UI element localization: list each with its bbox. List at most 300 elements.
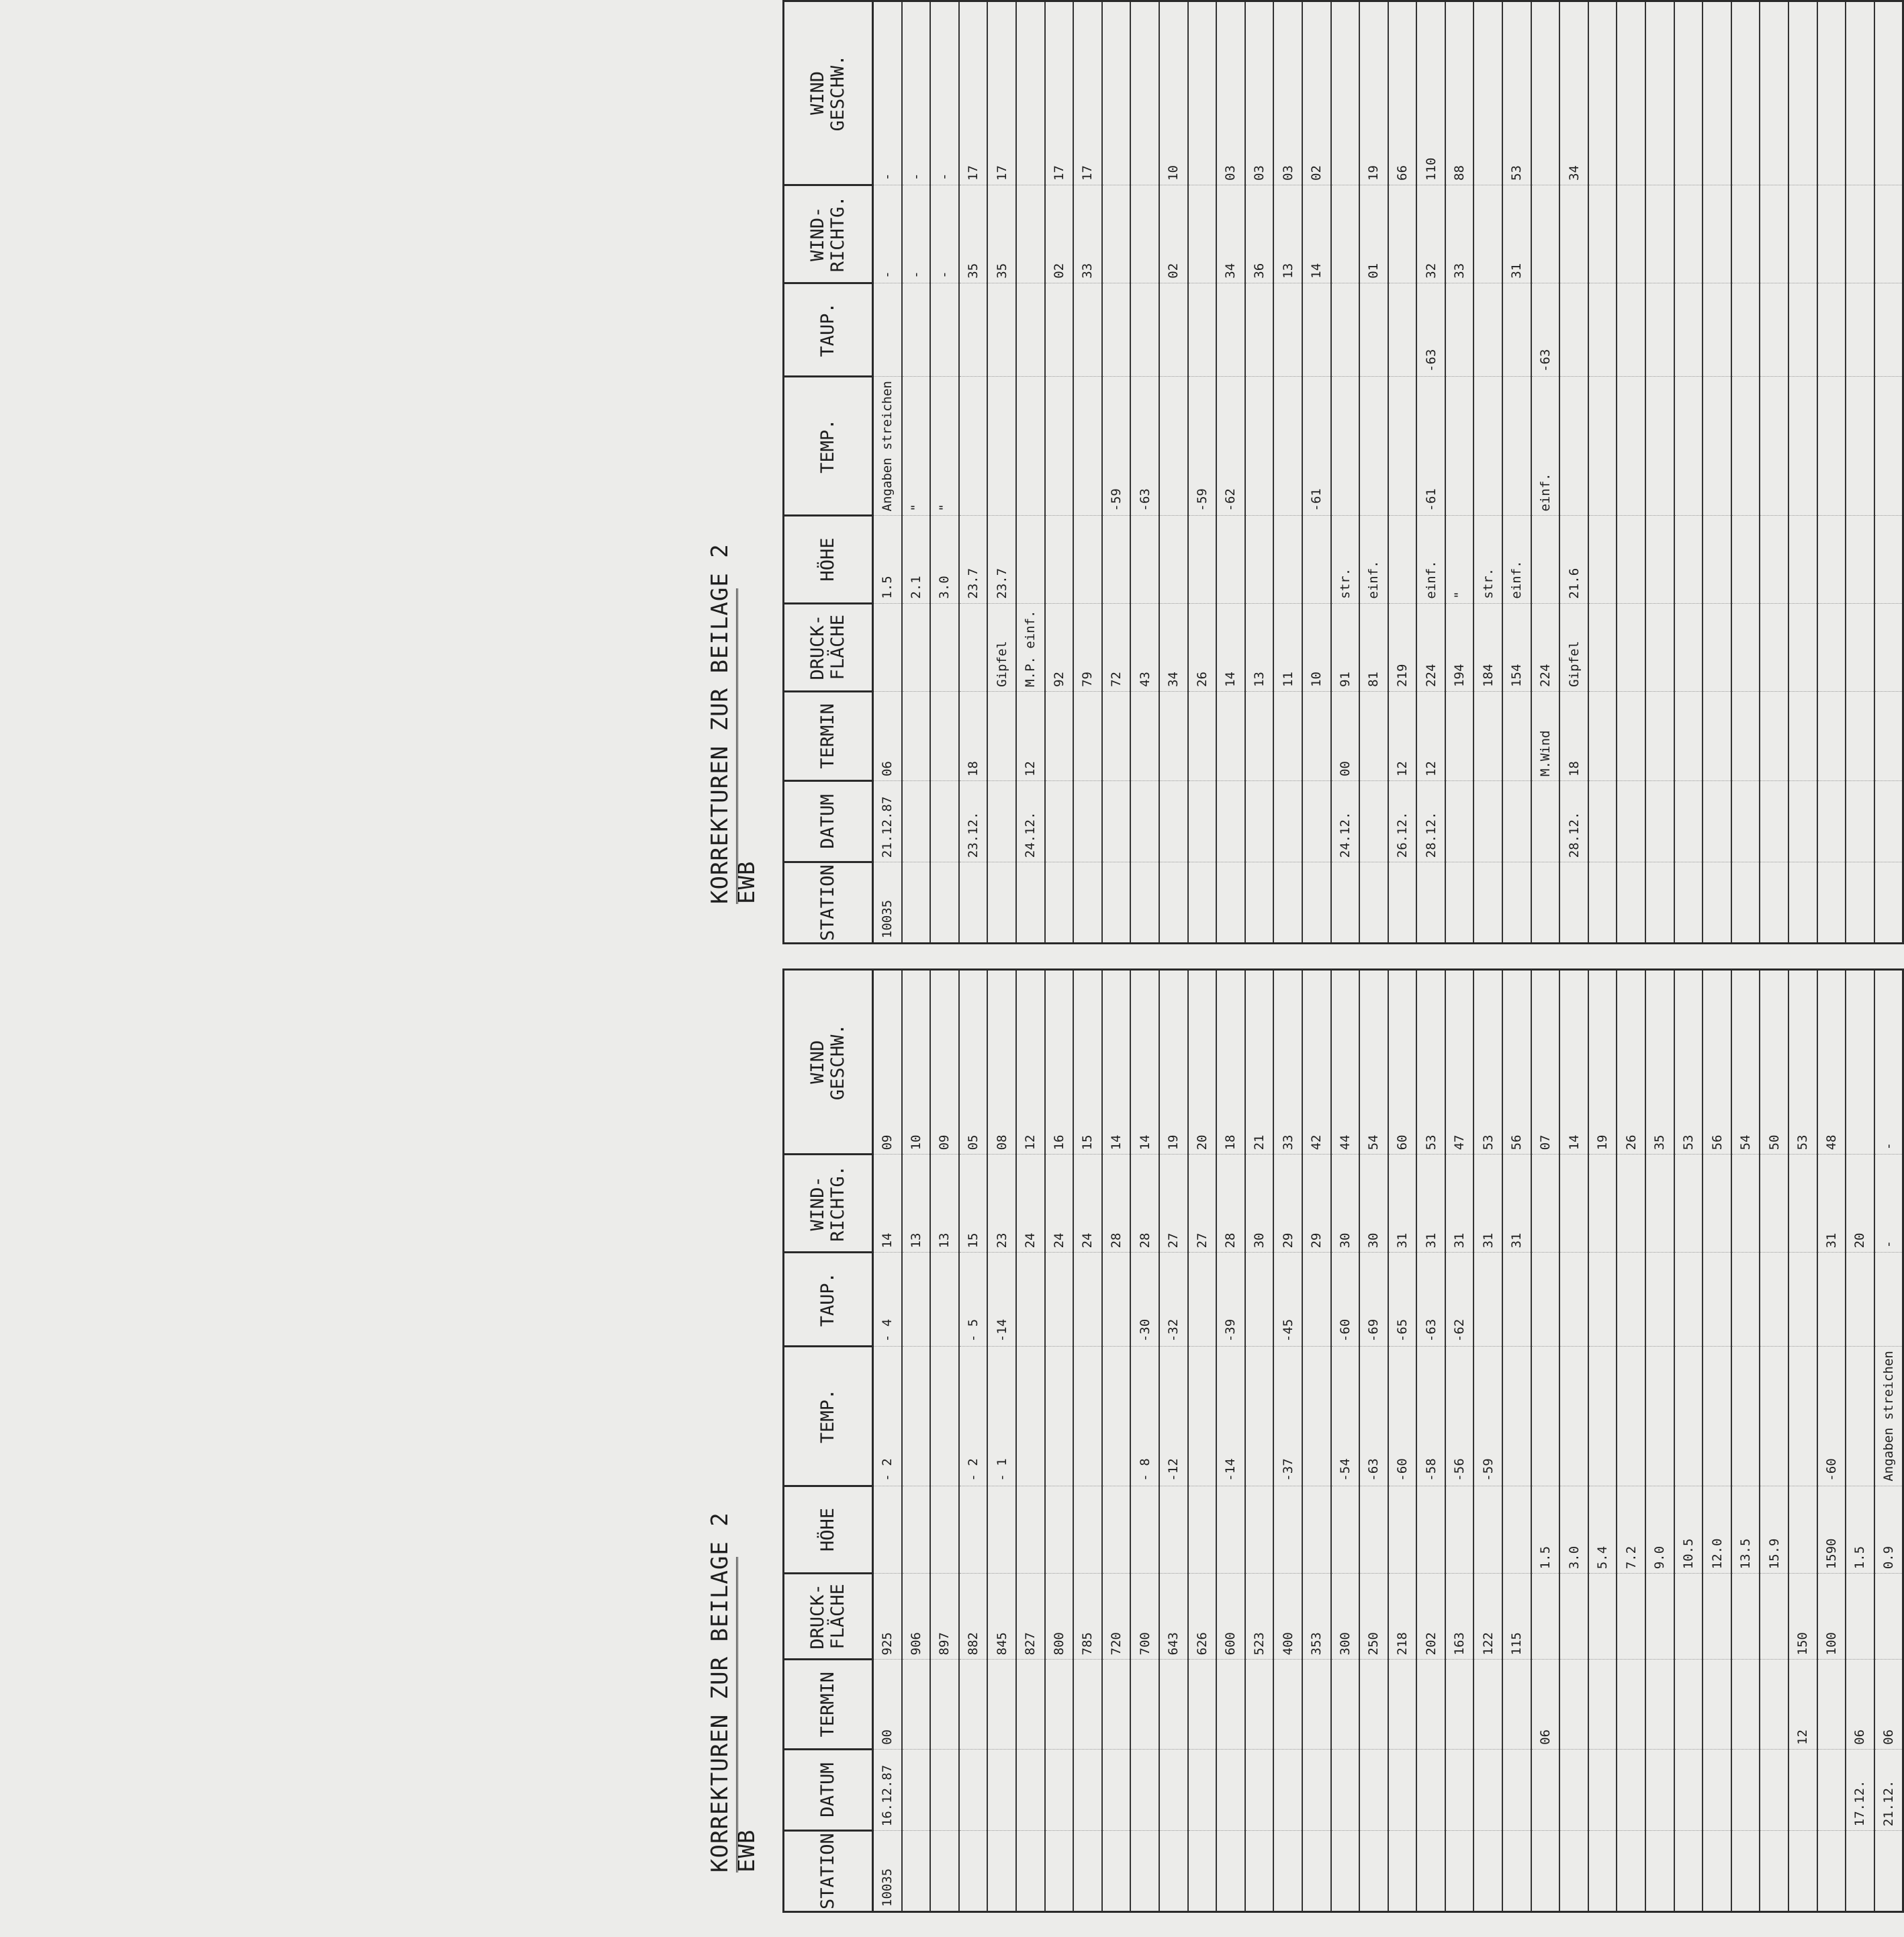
cell-temp [1731,1347,1760,1486]
table-row [1760,1,1788,944]
cell-druck-flaeche: 26 [1188,603,1217,691]
cell-taup [1159,283,1188,376]
cell-station [1159,862,1188,944]
cell-hoehe [1273,516,1302,603]
cell-datum [1731,781,1760,862]
table-row [1588,1,1617,944]
cell-station [1874,862,1903,944]
cell-temp: -56 [1445,1347,1474,1486]
cell-temp [1245,377,1274,516]
cell-wind-richtg: 14 [1302,185,1331,283]
cell-datum [1588,1749,1617,1830]
cell-datum [1273,781,1302,862]
cell-temp [1674,1347,1703,1486]
cell-temp [1331,377,1360,516]
cell-taup [1102,283,1131,376]
cell-termin [902,691,931,780]
cell-wind-geschw: 09 [873,970,902,1155]
cell-temp: -60 [1388,1347,1417,1486]
cell-wind-geschw: 48 [1817,970,1846,1155]
table-row [1130,970,1159,1912]
table-row [1302,1,1331,944]
cell-druck-flaeche [873,603,902,691]
cell-wind-geschw: 19 [1159,970,1188,1155]
cell-termin [1760,1660,1788,1749]
cell-station [1130,862,1159,944]
cell-datum [1788,1749,1817,1830]
cell-termin [987,1660,1016,1749]
cell-hoehe: 9.0 [1645,1486,1674,1574]
cell-taup [1302,1253,1331,1347]
cell-taup [1703,1253,1731,1347]
cell-taup [1788,1253,1817,1347]
cell-wind-richtg: 31 [1817,1155,1846,1253]
cell-temp [1760,1347,1788,1486]
col-header-taup: TAUP. [784,1253,873,1347]
cell-wind-geschw [1874,1,1903,185]
cell-taup [1273,283,1302,376]
cell-temp [1874,377,1903,516]
table-row [1045,970,1074,1912]
cell-station [1502,862,1531,944]
cell-wind-richtg: 32 [1416,185,1445,283]
cell-temp [1073,1347,1102,1486]
cell-wind-geschw: 17 [1045,1,1074,185]
cell-temp [1617,1347,1645,1486]
cell-termin: M.Wind [1531,691,1560,780]
cell-druck-flaeche [1588,1574,1617,1660]
cell-druck-flaeche [1817,603,1846,691]
cell-wind-richtg [1817,185,1846,283]
cell-wind-richtg: 28 [1216,1155,1245,1253]
cell-taup: -69 [1359,1253,1388,1347]
cell-termin [1216,691,1245,780]
table-row [902,970,931,1912]
cell-hoehe [1817,516,1846,603]
table-row [1674,1,1703,944]
cell-hoehe: 23.7 [959,516,988,603]
cell-wind-richtg [1188,185,1217,283]
cell-datum [1817,781,1846,862]
cell-wind-richtg: 14 [873,1155,902,1253]
cell-wind-geschw: 33 [1273,970,1302,1155]
col-header-hoehe: HÖHE [784,1486,873,1574]
table-row [1703,970,1731,1912]
cell-wind-geschw [1731,1,1760,185]
cell-taup [1016,283,1045,376]
cell-station [1531,862,1560,944]
table-row [1531,970,1560,1912]
cell-wind-richtg: 02 [1045,185,1074,283]
table-row [1416,1,1445,944]
cell-datum [1788,781,1817,862]
table-row [1359,1,1388,944]
cell-temp [987,377,1016,516]
col-header-taup: TAUP. [784,283,873,376]
cell-termin [1846,691,1874,780]
cell-wind-richtg [1531,185,1560,283]
cell-taup: -62 [1445,1253,1474,1347]
table-row [1331,1,1360,944]
cell-hoehe [1331,1486,1360,1574]
cell-taup [1359,283,1388,376]
cell-termin [1731,691,1760,780]
cell-termin [1216,1660,1245,1749]
cell-wind-richtg [1874,185,1903,283]
col-header-wind-richtg: WIND- RICHTG. [784,1155,873,1253]
cell-druck-flaeche [1703,603,1731,691]
cell-datum [1159,781,1188,862]
cell-temp: - 2 [873,1347,902,1486]
table-row [1445,970,1474,1912]
table-row [1474,1,1502,944]
cell-datum [1130,781,1159,862]
cell-taup: -32 [1159,1253,1188,1347]
cell-druck-flaeche: 163 [1445,1574,1474,1660]
cell-station [1045,862,1074,944]
cell-wind-richtg: 35 [959,185,988,283]
cell-datum [1331,1749,1360,1830]
cell-temp: -61 [1302,377,1331,516]
cell-wind-geschw: 26 [1617,970,1645,1155]
cell-station [1674,862,1703,944]
cell-wind-richtg: 34 [1216,185,1245,283]
header-row [784,970,873,1912]
cell-temp [1588,1347,1617,1486]
cell-wind-geschw [1588,1,1617,185]
cell-wind-geschw: 05 [959,970,988,1155]
cell-termin [1445,691,1474,780]
cell-wind-richtg [1474,185,1502,283]
cell-termin [1045,691,1074,780]
cell-datum [1073,1749,1102,1830]
cell-station [1817,862,1846,944]
cell-temp [1073,377,1102,516]
cell-station [1245,1831,1274,1912]
cell-wind-richtg: 33 [1445,185,1474,283]
cell-station [1788,1831,1817,1912]
correction-sheet-right [672,0,1582,968]
cell-temp [1531,1347,1560,1486]
cell-wind-geschw [1674,1,1703,185]
cell-druck-flaeche [1559,1574,1588,1660]
cell-termin [902,1660,931,1749]
cell-termin: 12 [1788,1660,1817,1749]
cell-datum [1073,781,1102,862]
cell-druck-flaeche: 13 [1245,603,1274,691]
cell-druck-flaeche: 72 [1102,603,1131,691]
cell-hoehe [1102,1486,1131,1574]
cell-datum [1216,1749,1245,1830]
cell-wind-richtg [1559,1155,1588,1253]
table-row [1817,1,1846,944]
cell-temp [1302,1347,1331,1486]
cell-datum [1188,781,1217,862]
cell-druck-flaeche: 785 [1073,1574,1102,1660]
cell-station [1817,1831,1846,1912]
cell-wind-geschw: 20 [1188,970,1217,1155]
col-header-station: STATION [784,1831,873,1912]
cell-wind-richtg [1617,1155,1645,1253]
cell-druck-flaeche: 34 [1159,603,1188,691]
cell-station [1273,1831,1302,1912]
cell-datum [1645,781,1674,862]
cell-hoehe [1674,516,1703,603]
cell-druck-flaeche [1703,1574,1731,1660]
cell-wind-geschw: 17 [987,1,1016,185]
cell-wind-richtg: 13 [1273,185,1302,283]
cell-termin: 06 [1846,1660,1874,1749]
table-row [1159,970,1188,1912]
cell-hoehe [1159,516,1188,603]
col-header-termin: TERMIN [784,691,873,780]
cell-termin [987,691,1016,780]
table-row [1502,1,1531,944]
table-row [1073,970,1102,1912]
cell-station [959,862,988,944]
col-header-wind-geschw: WIND GESCHW. [784,970,873,1155]
cell-datum [1445,1749,1474,1830]
table-row [1188,970,1217,1912]
cell-wind-richtg [1588,185,1617,283]
cell-hoehe: 5.4 [1588,1486,1617,1574]
cell-hoehe: " [1445,516,1474,603]
cell-datum [1359,1749,1388,1830]
col-header-druck-flaeche: DRUCK- FLÄCHE [784,603,873,691]
cell-wind-geschw [1788,1,1817,185]
cell-termin [1703,1660,1731,1749]
cell-station [930,1831,959,1912]
cell-taup [1617,1253,1645,1347]
cell-wind-richtg: 30 [1245,1155,1274,1253]
cell-temp [1559,377,1588,516]
cell-hoehe [1502,1486,1531,1574]
table-row [1788,1,1817,944]
cell-wind-geschw: 34 [1559,1,1588,185]
cell-druck-flaeche: 643 [1159,1574,1188,1660]
cell-taup [959,283,988,376]
table-row [1731,1,1760,944]
table-row [1760,970,1788,1912]
cell-druck-flaeche: 11 [1273,603,1302,691]
cell-hoehe [1245,516,1274,603]
cell-druck-flaeche: 43 [1130,603,1159,691]
cell-taup: -60 [1331,1253,1360,1347]
cell-temp [1645,1347,1674,1486]
cell-termin [1502,1660,1531,1749]
cell-druck-flaeche [1731,1574,1760,1660]
table-row [1645,970,1674,1912]
cell-hoehe [930,1486,959,1574]
cell-termin [930,691,959,780]
cell-temp [1617,377,1645,516]
sheet-title [707,1470,760,1873]
cell-druck-flaeche: 353 [1302,1574,1331,1660]
cell-hoehe: einf. [1416,516,1445,603]
cell-hoehe [1846,516,1874,603]
cell-druck-flaeche [1617,1574,1645,1660]
cell-druck-flaeche [1617,603,1645,691]
cell-druck-flaeche: 906 [902,1574,931,1660]
cell-termin [1760,691,1788,780]
cell-termin [1588,1660,1617,1749]
cell-hoehe [1617,516,1645,603]
cell-druck-flaeche [1645,603,1674,691]
cell-datum [1302,781,1331,862]
cell-termin [1102,1660,1131,1749]
cell-termin [1674,1660,1703,1749]
table-row [1273,1,1302,944]
cell-datum [1416,1749,1445,1830]
cell-hoehe [1045,1486,1074,1574]
cell-temp [1731,377,1760,516]
cell-taup [1045,283,1074,376]
sheet-title-text: KORREKTUREN ZUR BEILAGE 2 EWB [707,543,760,904]
cell-taup [1731,1253,1760,1347]
cell-station [1416,862,1445,944]
cell-termin [1731,1660,1760,1749]
cell-temp: -60 [1817,1347,1846,1486]
cell-hoehe [1531,516,1560,603]
cell-wind-geschw [1331,1,1360,185]
cell-temp [1359,377,1388,516]
cell-wind-geschw: 10 [1159,1,1188,185]
cell-wind-geschw: - [873,1,902,185]
cell-hoehe: str. [1474,516,1502,603]
cell-taup [1188,1253,1217,1347]
cell-temp [1588,377,1617,516]
cell-wind-geschw [1617,1,1645,185]
cell-hoehe: 1.5 [1531,1486,1560,1574]
cell-termin [1588,691,1617,780]
cell-taup [1846,1253,1874,1347]
cell-druck-flaeche: 92 [1045,603,1074,691]
cell-datum [1703,1749,1731,1830]
cell-hoehe [902,1486,931,1574]
cell-datum [1474,1749,1502,1830]
cell-termin [1874,691,1903,780]
table-row [959,1,988,944]
table-body [873,1,1903,944]
cell-taup [873,283,902,376]
cell-temp [1788,377,1817,516]
cell-temp: Angaben streichen [1874,1347,1903,1486]
cell-temp: " [902,377,931,516]
cell-wind-richtg [1788,185,1817,283]
cell-hoehe [1588,516,1617,603]
table-row [1216,1,1245,944]
cell-station [1331,1831,1360,1912]
cell-datum [1559,1749,1588,1830]
cell-wind-richtg [1645,1155,1674,1253]
cell-termin [1016,1660,1045,1749]
cell-taup [1245,1253,1274,1347]
cell-temp: -12 [1159,1347,1188,1486]
cell-termin: 12 [1416,691,1445,780]
cell-hoehe [1130,516,1159,603]
cell-wind-richtg [1102,185,1131,283]
cell-temp [1846,377,1874,516]
cell-datum [1645,1749,1674,1830]
cell-wind-geschw: 110 [1416,1,1445,185]
cell-wind-geschw: 56 [1703,970,1731,1155]
table-row [1846,1,1874,944]
title-underline [736,588,738,904]
cell-temp: -63 [1359,1347,1388,1486]
cell-station [1073,1831,1102,1912]
cell-wind-richtg: 01 [1359,185,1388,283]
cell-taup [1474,283,1502,376]
cell-station [1416,1831,1445,1912]
cell-druck-flaeche: 184 [1474,603,1502,691]
table-row [1617,970,1645,1912]
cell-wind-geschw: 03 [1216,1,1245,185]
cell-wind-richtg: 30 [1331,1155,1360,1253]
cell-wind-geschw: 50 [1760,970,1788,1155]
cell-druck-flaeche [1731,603,1760,691]
cell-temp: -58 [1416,1347,1445,1486]
cell-druck-flaeche: Gipfel [1559,603,1588,691]
table-row [1188,1,1217,944]
cell-wind-geschw: 21 [1245,970,1274,1155]
cell-station [1502,1831,1531,1912]
cell-wind-geschw: 03 [1273,1,1302,185]
cell-druck-flaeche: 626 [1188,1574,1217,1660]
cell-wind-geschw: 07 [1531,970,1560,1155]
cell-station [1559,1831,1588,1912]
cell-station [1388,1831,1417,1912]
cell-taup [1102,1253,1131,1347]
table-row [1874,970,1903,1912]
cell-hoehe: 1.5 [1846,1486,1874,1574]
cell-termin [1617,1660,1645,1749]
cell-wind-richtg: 31 [1502,185,1531,283]
cell-hoehe [1130,1486,1159,1574]
cell-datum [1502,781,1531,862]
cell-wind-richtg [1788,1155,1817,1253]
cell-termin: 00 [1331,691,1360,780]
table-row [1416,970,1445,1912]
cell-druck-flaeche [1760,1574,1788,1660]
cell-wind-richtg [1703,1155,1731,1253]
cell-datum [1130,1749,1159,1830]
cell-taup [1588,283,1617,376]
cell-druck-flaeche: 79 [1073,603,1102,691]
cell-datum [1188,1749,1217,1830]
cell-temp: " [930,377,959,516]
cell-temp [1045,1347,1074,1486]
cell-station [1731,1831,1760,1912]
header-row [784,1,873,944]
cell-taup [1846,283,1874,376]
cell-wind-geschw: 53 [1502,1,1531,185]
cell-station [1588,1831,1617,1912]
cell-druck-flaeche: 81 [1359,603,1388,691]
cell-datum: 23.12. [959,781,988,862]
cell-wind-richtg: 24 [1016,1155,1045,1253]
cell-druck-flaeche: 925 [873,1574,902,1660]
cell-wind-richtg: 28 [1130,1155,1159,1253]
cell-wind-geschw: 17 [1073,1,1102,185]
cell-station [1273,862,1302,944]
cell-temp [1703,1347,1731,1486]
cell-taup: - 4 [873,1253,902,1347]
cell-datum [1674,781,1703,862]
cell-hoehe [1788,1486,1817,1574]
cell-temp: -62 [1216,377,1245,516]
cell-temp [1788,1347,1817,1486]
cell-station [1045,1831,1074,1912]
